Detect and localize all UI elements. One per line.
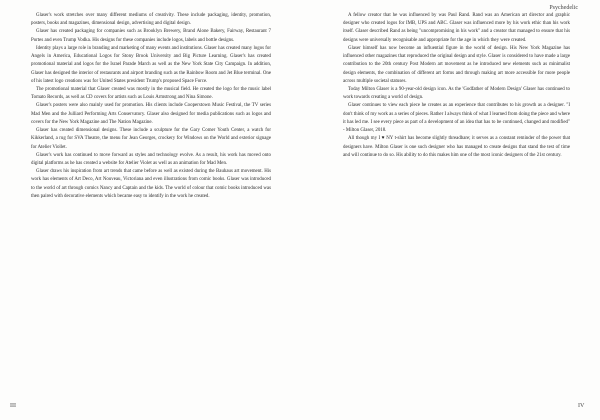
right-paragraph: Glaser himself has now become an influential figure in the world of design. His New York Magazine has influenced other magazines that reproduced the original design and style. Glaser is considered to have made a large contribution to the 20th century Post Modern art movement as he introduced new elements such as minimalist design elements, the combination of different art forms and through making art more accessible for more people across multiple societal statuses. bbox=[343, 45, 570, 84]
left-paragraph: The promotional material that Glaser created was mostly in the musical field. He created the logo for the music label Tomato Records, as well as CD covers for artists such as Louis Armstrong and Nina Simone. bbox=[31, 86, 271, 101]
right-paragraph: A fellow creator that he was influenced by was Paul Rand. Rand was an American art director and graphic designer who created logos for IMB, UPS and ABC. Glaser was influenced more by his work ethic than his work itself. Glaser described Rand as being "uncompromising in his work" and a creator that managed to ensure that his designs were universally recognisable and appropriate for the age in which they were created. bbox=[343, 13, 570, 43]
left-paragraph: Identity plays a large role in branding and marketing of many events and institutions. Glaser has created many logos for Angels in America, Educational Logos for Stony Brook University and Big Picture Learning. Glaser's has created promotional material and logos for the Israel Parade March as well as the New York State City Campaign. In addition, Glaser has designed the interior of restaurants and airport branding such as the Rainbow Room and Jet Blue terminal. One of his latest logo creations was for United States president Trump's proposed Space Force. bbox=[31, 45, 271, 84]
right-paragraph: Today Milton Glaser is a 90-year-old design icon. As the 'Godfather of Modern Design' Glaser has continued to work towards creating a world of design. bbox=[343, 86, 570, 101]
running-header: Psychedelic bbox=[549, 5, 578, 11]
left-paragraph: Glaser draws his inspiration from art trends that came before as well as existed during the Bauhaus art movement. His work has elements of Art Deco, Art Nouveau, Victoriana and even illustrations from comic books. Glaser was introduced to the world of art through comics Nancy and Captain and the kids. The world of colour that comic books introduced was then paired with decorative elements which became easy to identify in the work he created. bbox=[31, 169, 271, 199]
right-page-text-column bbox=[343, 12, 570, 160]
left-paragraph: Glaser has created dimensional designs. These include a sculpture for the Gary Comer Youth Center, a watch for Kikkerland, a rug for SVA Theatre, the menu for Jean Georges, crockery for Windows on the World and exterior signage for Atelier Viollet. bbox=[31, 128, 271, 150]
left-paragraph: Glaser has created packaging for companies such as Brooklyn Brewery, Brand Alone Bakery, Fairway, Restaurant 7 Portes and even Trump Vodka. His designs for these companies include logos, labels and bottle designs. bbox=[31, 29, 271, 43]
left-paragraph: Glaser's work stretches over many different mediums of creativity. These include packaging, identity, promotion, posters, books and magazines, dimensional design, advertising and digital design. bbox=[31, 13, 271, 27]
left-paragraph: Glaser's work has continued to move forward as styles and technology evolve. As a result, his work has moved onto digital platforms as he has created a website for Atelier Violet as well as an animation for Mad Men. bbox=[31, 152, 271, 166]
page-number-right: IV bbox=[578, 403, 585, 409]
left-page-text-column bbox=[31, 12, 271, 201]
page-number-left: III bbox=[10, 403, 16, 409]
right-paragraph: Glaser continues to view each piece he creates as an experience that contributes to his growth as a designer. "I don't think of my work as a series of pieces. Rather I always think of what I learned from doing the piece and where it has led me. I see every piece as part of a development of an idea that has to be continued, changed and modified" - Milton Glaser, 2018. bbox=[343, 103, 570, 134]
left-paragraph: Glaser's posters were also mainly used for promotion. His clients include Cooperstown Music Festival, the TV series Mad Men and the Julliard Performing Arts Conservatory. Glaser also designed for media publications such as logos and covers for the New York Magazine and The Nation Magazine. bbox=[31, 103, 271, 125]
right-paragraph: All though my I ♥ NY t-shirt has become slightly threadbare; it serves as a constant reminder of the power that designers have. Milton Glaser is one such designer who has managed to create designs that stand the test of time and will continue to do so. His ability to do this makes him one of the most iconic designers of the 21st century. bbox=[343, 136, 570, 158]
